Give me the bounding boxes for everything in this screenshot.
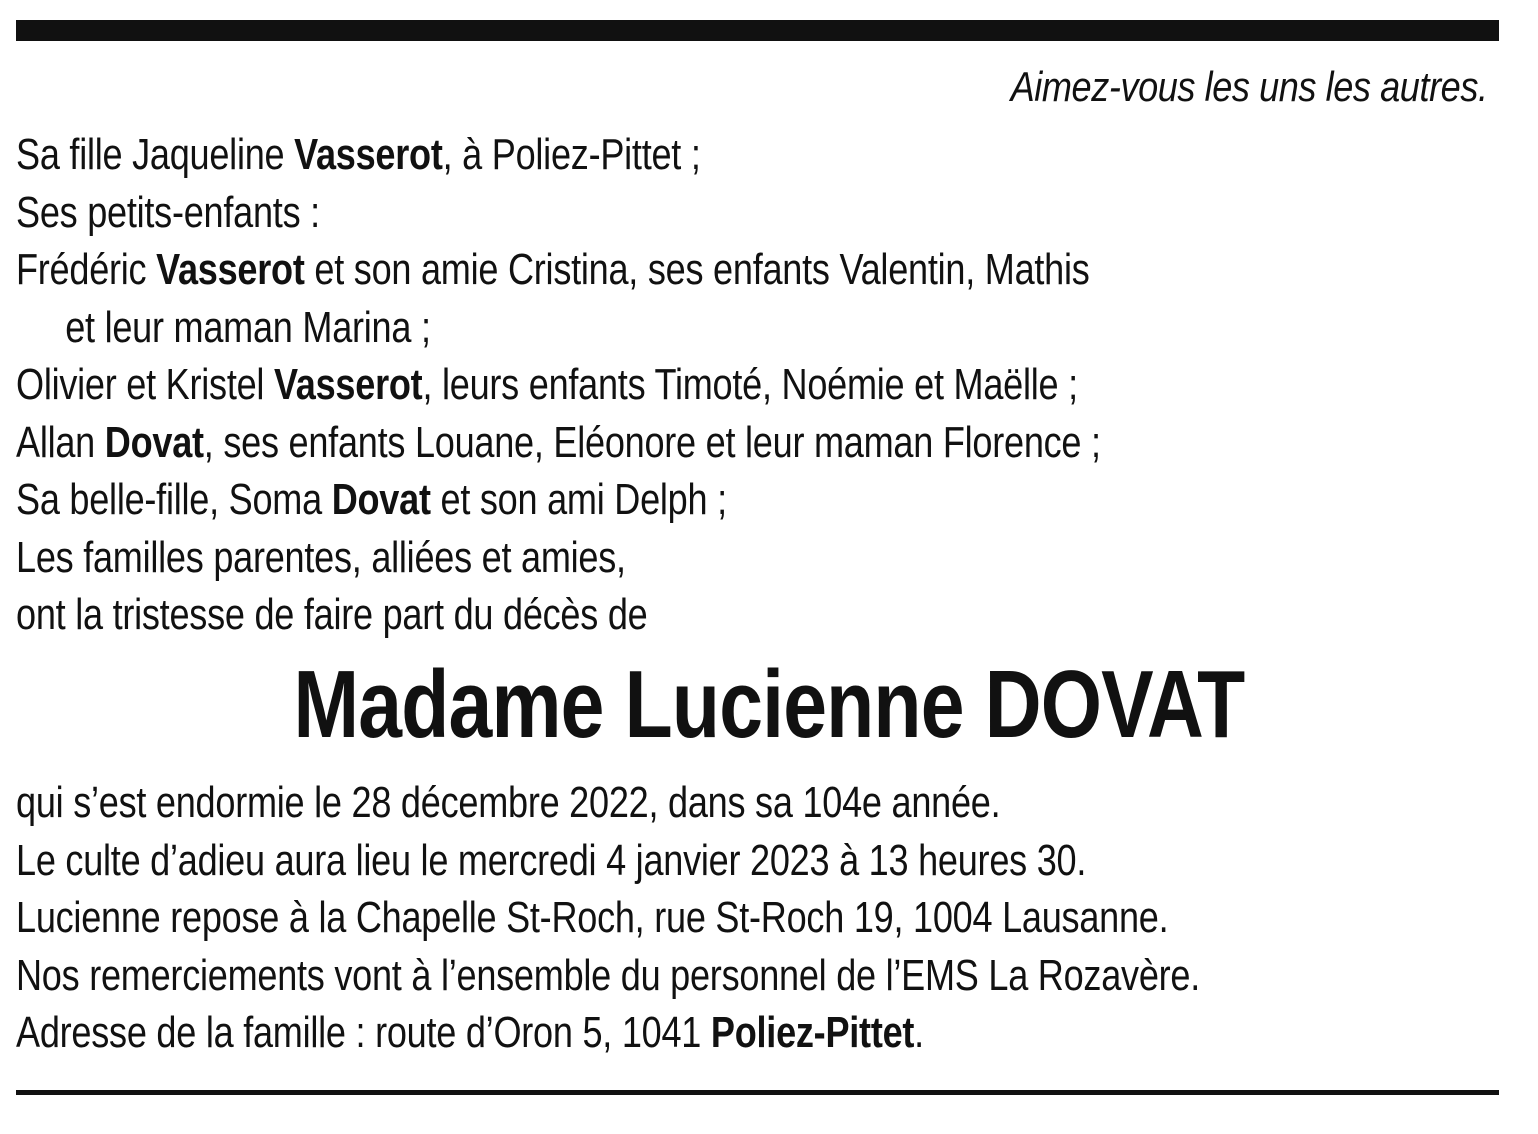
family-line: Les familles parentes, alliées et amies,	[16, 532, 626, 582]
detail-line: Le culte d’adieu aura lieu le mercredi 4 janvier 2023 à 13 heures 30.	[16, 835, 1087, 885]
bottom-rule	[16, 1090, 1499, 1095]
family-line: Olivier et Kristel Vasserot, leurs enfants Timoté, Noémie et Maëlle ;	[16, 360, 1078, 409]
motto-quote: Aimez-vous les uns les autres.	[1011, 63, 1488, 110]
detail-line: Lucienne repose à la Chapelle St-Roch, rue St-Roch 19, 1004 Lausanne.	[16, 893, 1169, 942]
family-surname: Dovat	[331, 475, 431, 524]
detail-line: Nos remerciements vont à l’ensemble du personnel de l’EMS La Rozavère.	[16, 950, 1201, 1000]
deceased-name: Madame Lucienne DOVAT	[293, 651, 1245, 758]
family-line: Sa belle-fille, Soma Dovat et son ami Delph ;	[16, 475, 727, 524]
family-announcement	[16, 126, 1339, 644]
family-line: Sa fille Jaqueline Vasserot, à Poliez-Pittet ;	[16, 130, 701, 179]
detail-line: qui s’est endormie le 28 décembre 2022, dans sa 104e année.	[16, 778, 1001, 827]
family-surname: Dovat	[104, 417, 204, 467]
family-surname: Vasserot	[156, 245, 305, 294]
family-surname: Vasserot	[294, 130, 443, 179]
family-line: Frédéric Vasserot et son amie Cristina, ses enfants Valentin, Mathis	[16, 245, 1090, 294]
service-details	[16, 774, 1460, 1062]
family-line: Allan Dovat, ses enfants Louane, Eléonore et leur maman Florence ;	[16, 417, 1101, 467]
address-locality: Poliez-Pittet	[710, 1008, 915, 1057]
family-address-line: Adresse de la famille : route d’Oron 5, 1041 Poliez-Pittet.	[16, 1008, 924, 1057]
family-line: Ses petits-enfants :	[16, 187, 320, 237]
family-line: ont la tristesse de faire part du décès de	[16, 590, 648, 639]
family-line-continuation: et leur maman Marina ;	[65, 302, 431, 352]
top-rule	[16, 20, 1499, 41]
family-surname: Vasserot	[273, 360, 423, 409]
